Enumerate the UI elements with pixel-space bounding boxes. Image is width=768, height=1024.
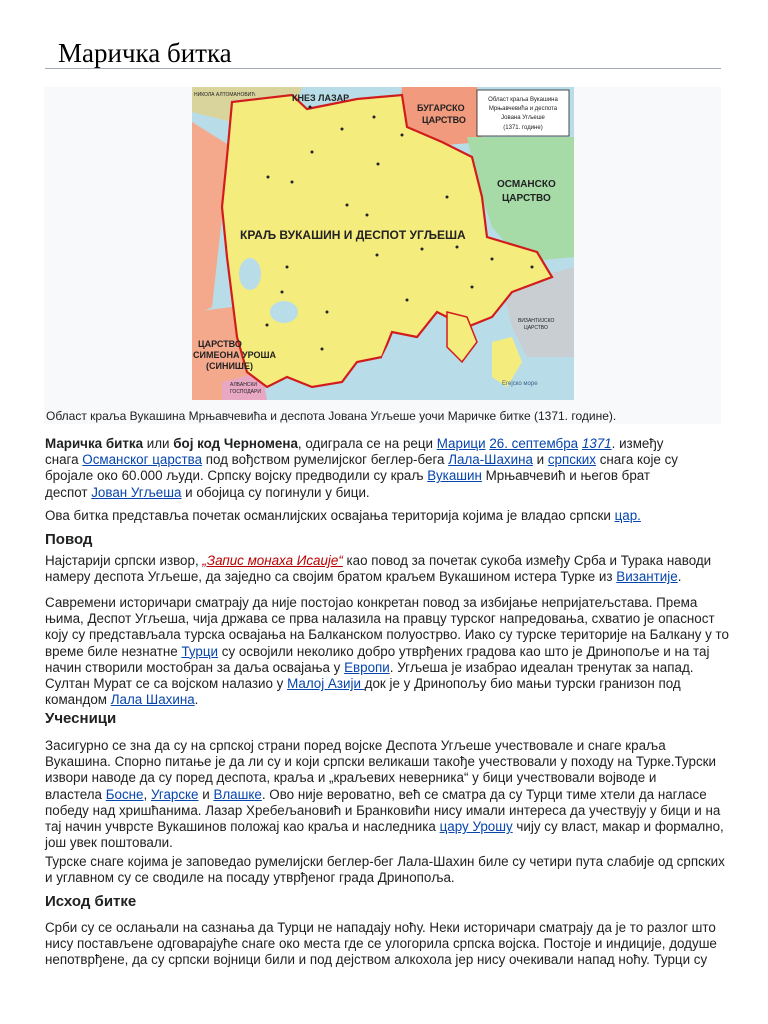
map-label-simeon-2: СИМЕОНА УРОША (193, 350, 276, 360)
ucesnici1-line-7: још увек поштовали. (45, 835, 173, 851)
map-figure (44, 87, 721, 424)
povod2-text: су освојили неколико добро утврђених градова као што је Дринопоље и на тај (218, 643, 710, 659)
povod2-line-1: Савремени историчари сматрају да није постојао конкретан повод за избијање непријатељстава. Према (45, 595, 698, 610)
ucesnici-paragraph-2 (45, 854, 725, 886)
intro-text: , одиграла се на реци (297, 436, 437, 451)
intro-line-3 (45, 468, 725, 484)
link-vizantija[interactable]: Византије (616, 569, 678, 585)
map-label-simeon-3: (СИНИШЕ) (206, 361, 253, 371)
intro-text: и (532, 452, 548, 468)
intro-bold-title: Маричка битка (45, 436, 144, 451)
p2-line (45, 508, 725, 524)
intro-text: бројале око 60.000 људи. Српску војску предводили су краљ (45, 468, 428, 484)
ucesnici1-line-5: победу над хришћанима. Лазар Хребељановић и Бранковићи нису имали интереса да учествују у бици и на (45, 802, 721, 818)
link-vukasin[interactable]: Вукашин (427, 468, 482, 484)
paragraph-2 (45, 508, 725, 524)
map-label-knez-lazar: КНЕЗ ЛАЗАР (292, 93, 350, 103)
p2-text: Ова битка представља почетак османлијских освајања територија којима је владао српски (45, 508, 615, 523)
intro-line-2 (45, 452, 725, 468)
link-year[interactable]: 1371 (581, 436, 612, 451)
legend-line-2: Мрњавчевића и деспота (488, 106, 558, 112)
povod1-text: као повод за почетак сукоба између Срба и Турака наводи (342, 553, 712, 568)
legend-line-3: Јована Угљеше (501, 115, 545, 121)
link-car[interactable]: цар. (614, 508, 641, 523)
legend-line-1: Област краља Вукашина (488, 97, 558, 103)
map-legend (477, 90, 569, 136)
povod-paragraph-1 (45, 553, 725, 585)
map-image[interactable] (192, 87, 574, 400)
link-bosna[interactable]: Босне (105, 786, 144, 802)
povod2-line-3: коју су представљала турска освајања на Балканском полуострво. Иако су турске територије на Балкану у то (45, 627, 729, 643)
link-car-uros[interactable]: цару Урошу (439, 819, 513, 835)
ishod-line-2: нису постављене одговарајуће снаге око места где се улогорила српска војска. Постоје и индиције, додуше (45, 936, 717, 952)
legend-line-4: (1371. године) (503, 125, 543, 131)
povod2-text: командом (45, 692, 111, 708)
povod-paragraph-2 (45, 595, 729, 708)
lake-prespa (270, 301, 298, 323)
link-serbian[interactable]: српских (547, 452, 596, 468)
ucesnici2-line-1: Турске снаге којима је заповедао румелијски беглер-бег Лала-Шахин биле су четири пута слабије од српских (45, 854, 725, 869)
povod1-line-2 (45, 569, 725, 585)
ucesnici1-line-1: Засигурно се зна да су на српској страни поред војске Деспота Угљеше учествовале и снаге краља (45, 738, 666, 753)
lake-ohrid (239, 258, 261, 290)
heading-povod: Повод (45, 531, 93, 548)
povod2-line-4 (45, 644, 725, 660)
map-label-simeon-1: ЦАРСТВО (198, 339, 242, 349)
map-label-bugarsko-1: БУГАРСКО (417, 103, 465, 113)
ucesnici1-text: . Ово није вероватно, већ се сматра да су Турци тиме хтели да нагласе (261, 786, 707, 802)
map-label-albania-1: АЛБАНСКИ (230, 382, 257, 388)
intro-paragraph (45, 436, 725, 501)
heading-ishod: Исход битке (45, 893, 137, 910)
title-divider (45, 68, 721, 69)
map-label-osmansko-2: ЦАРСТВО (502, 193, 551, 204)
intro-line-4 (45, 485, 725, 501)
ucesnici1-line-2: Вукашина. Спорно питање је да ли су и који српски великаши такође учествовали у походу на Турке.Турски (45, 754, 716, 770)
povod2-text: . (194, 692, 199, 708)
link-vlaska[interactable]: Влашке (213, 786, 262, 802)
povod2-text: . Угљеша је изабрао идеалан тренутак за напад. (389, 659, 694, 675)
povod2-text: док је у Дринопољу био мањи турски гранизон под (364, 676, 681, 692)
map-label-nikola: НИКОЛА АЛТОМАНОВИЋ (194, 92, 256, 98)
link-evropa[interactable]: Европи (344, 659, 390, 675)
ishod-line-1: Срби су се ослањали на сазнања да Турци не нападају ноћу. Неки историчари сматрају да је то разлог што (45, 920, 716, 935)
map-label-osmansko-1: ОСМАНСКО (497, 179, 556, 190)
heading-ucesnici: Учесници (45, 710, 117, 727)
povod2-text: начин створили мостобран за даља освајања у (45, 659, 345, 675)
map-label-kingdom: КРАЉ ВУКАШИН И ДЕСПОТ УГЉЕША (240, 228, 466, 242)
link-marica[interactable]: Марици (436, 436, 486, 451)
intro-text: Мрњавчевић и његов брат (481, 468, 651, 484)
intro-text: . између (611, 436, 664, 451)
povod2-text: Султан Мурат се са војском налазио у (45, 676, 288, 692)
link-ottoman-empire[interactable]: Османског царства (82, 452, 203, 468)
figure-caption: Област краља Вукашина Мрњавчевића и деспота Јована Угљеше уочи Маричке битке (1371. године). (46, 409, 617, 423)
ucesnici1-text: тај начин учврсте Вукашинов положај као краља и наследника (45, 819, 440, 835)
povod1-text: Најстарији српски извор, (45, 553, 203, 568)
ucesnici1-text: и (198, 786, 214, 802)
povod2-text: време биле незнатне (45, 643, 182, 659)
povod2-line-7 (45, 692, 725, 708)
intro-text: снага које су (595, 452, 678, 468)
povod1-line-1 (45, 553, 725, 569)
ucesnici1-text: чију су власт, макар и формално, (512, 819, 724, 835)
link-mala-azija[interactable]: Малој Азији (287, 676, 365, 692)
map-label-byzantium-1: ВИЗАНТИЈСКО (518, 318, 555, 324)
povod2-line-5 (45, 660, 725, 676)
intro-text: или (143, 436, 174, 451)
ucesnici-paragraph-1 (45, 738, 725, 851)
map-label-byzantium-2: ЦАРСТВО (524, 325, 548, 331)
intro-text: под вођством румелијског беглер-бега (202, 452, 449, 468)
povod1-text: намеру деспота Угљеше, да заједно са својим братом краљем Вукашином истера Турке из (45, 569, 617, 585)
ishod-line-3: непотврђене, да су српски војници били и под дејством алкохола јер нису очекивали напад ноћу. Турци су (45, 952, 708, 968)
intro-bold-alt: бој код Черномена (173, 436, 298, 451)
intro-text: деспот (45, 484, 92, 500)
povod1-text: . (677, 569, 682, 585)
link-ugarska[interactable]: Угарске (150, 786, 199, 802)
link-jovan-uglesa[interactable]: Јован Угљеша (91, 484, 182, 500)
ucesnici1-line-3: извори наводе да су поред деспота, краља и „краљевих неверника“ у бици учествовали војводе и (45, 770, 657, 786)
intro-line-1 (45, 436, 725, 452)
ucesnici1-line-4 (45, 787, 725, 803)
map-label-bugarsko-2: ЦАРСТВО (422, 115, 466, 125)
intro-text: снага (45, 452, 83, 468)
map-label-albania-2: ГОСПОДАРИ (230, 389, 261, 395)
ucesnici2-line-2: и углавном су се сводиле на посаду утврђеног града Дринопоља. (45, 870, 455, 886)
ishod-paragraph (45, 920, 725, 969)
link-lala-sahin[interactable]: Лала-Шахина (448, 452, 533, 468)
povod2-line-2: њима, Деспот Угљеша, чија држава се прва налазила на правцу турског напредовања, схватио је опасност (45, 611, 715, 627)
map-label-aegean: Егејско море (502, 381, 538, 387)
link-date[interactable]: 26. септембра (489, 436, 579, 451)
ucesnici1-text: властела (45, 786, 106, 802)
ucesnici1-text: , (143, 786, 151, 802)
ucesnici1-line-6 (45, 819, 725, 835)
povod2-line-6 (45, 676, 725, 692)
intro-text: и обојица су погинули у бици. (181, 484, 370, 500)
link-lala-sahin-2[interactable]: Лала Шахина (110, 692, 195, 708)
link-zapis-isaije[interactable]: „Запис монаха Исаије“ (202, 553, 343, 568)
page-title: Маричка битка (58, 38, 232, 68)
link-turci[interactable]: Турци (181, 643, 219, 659)
